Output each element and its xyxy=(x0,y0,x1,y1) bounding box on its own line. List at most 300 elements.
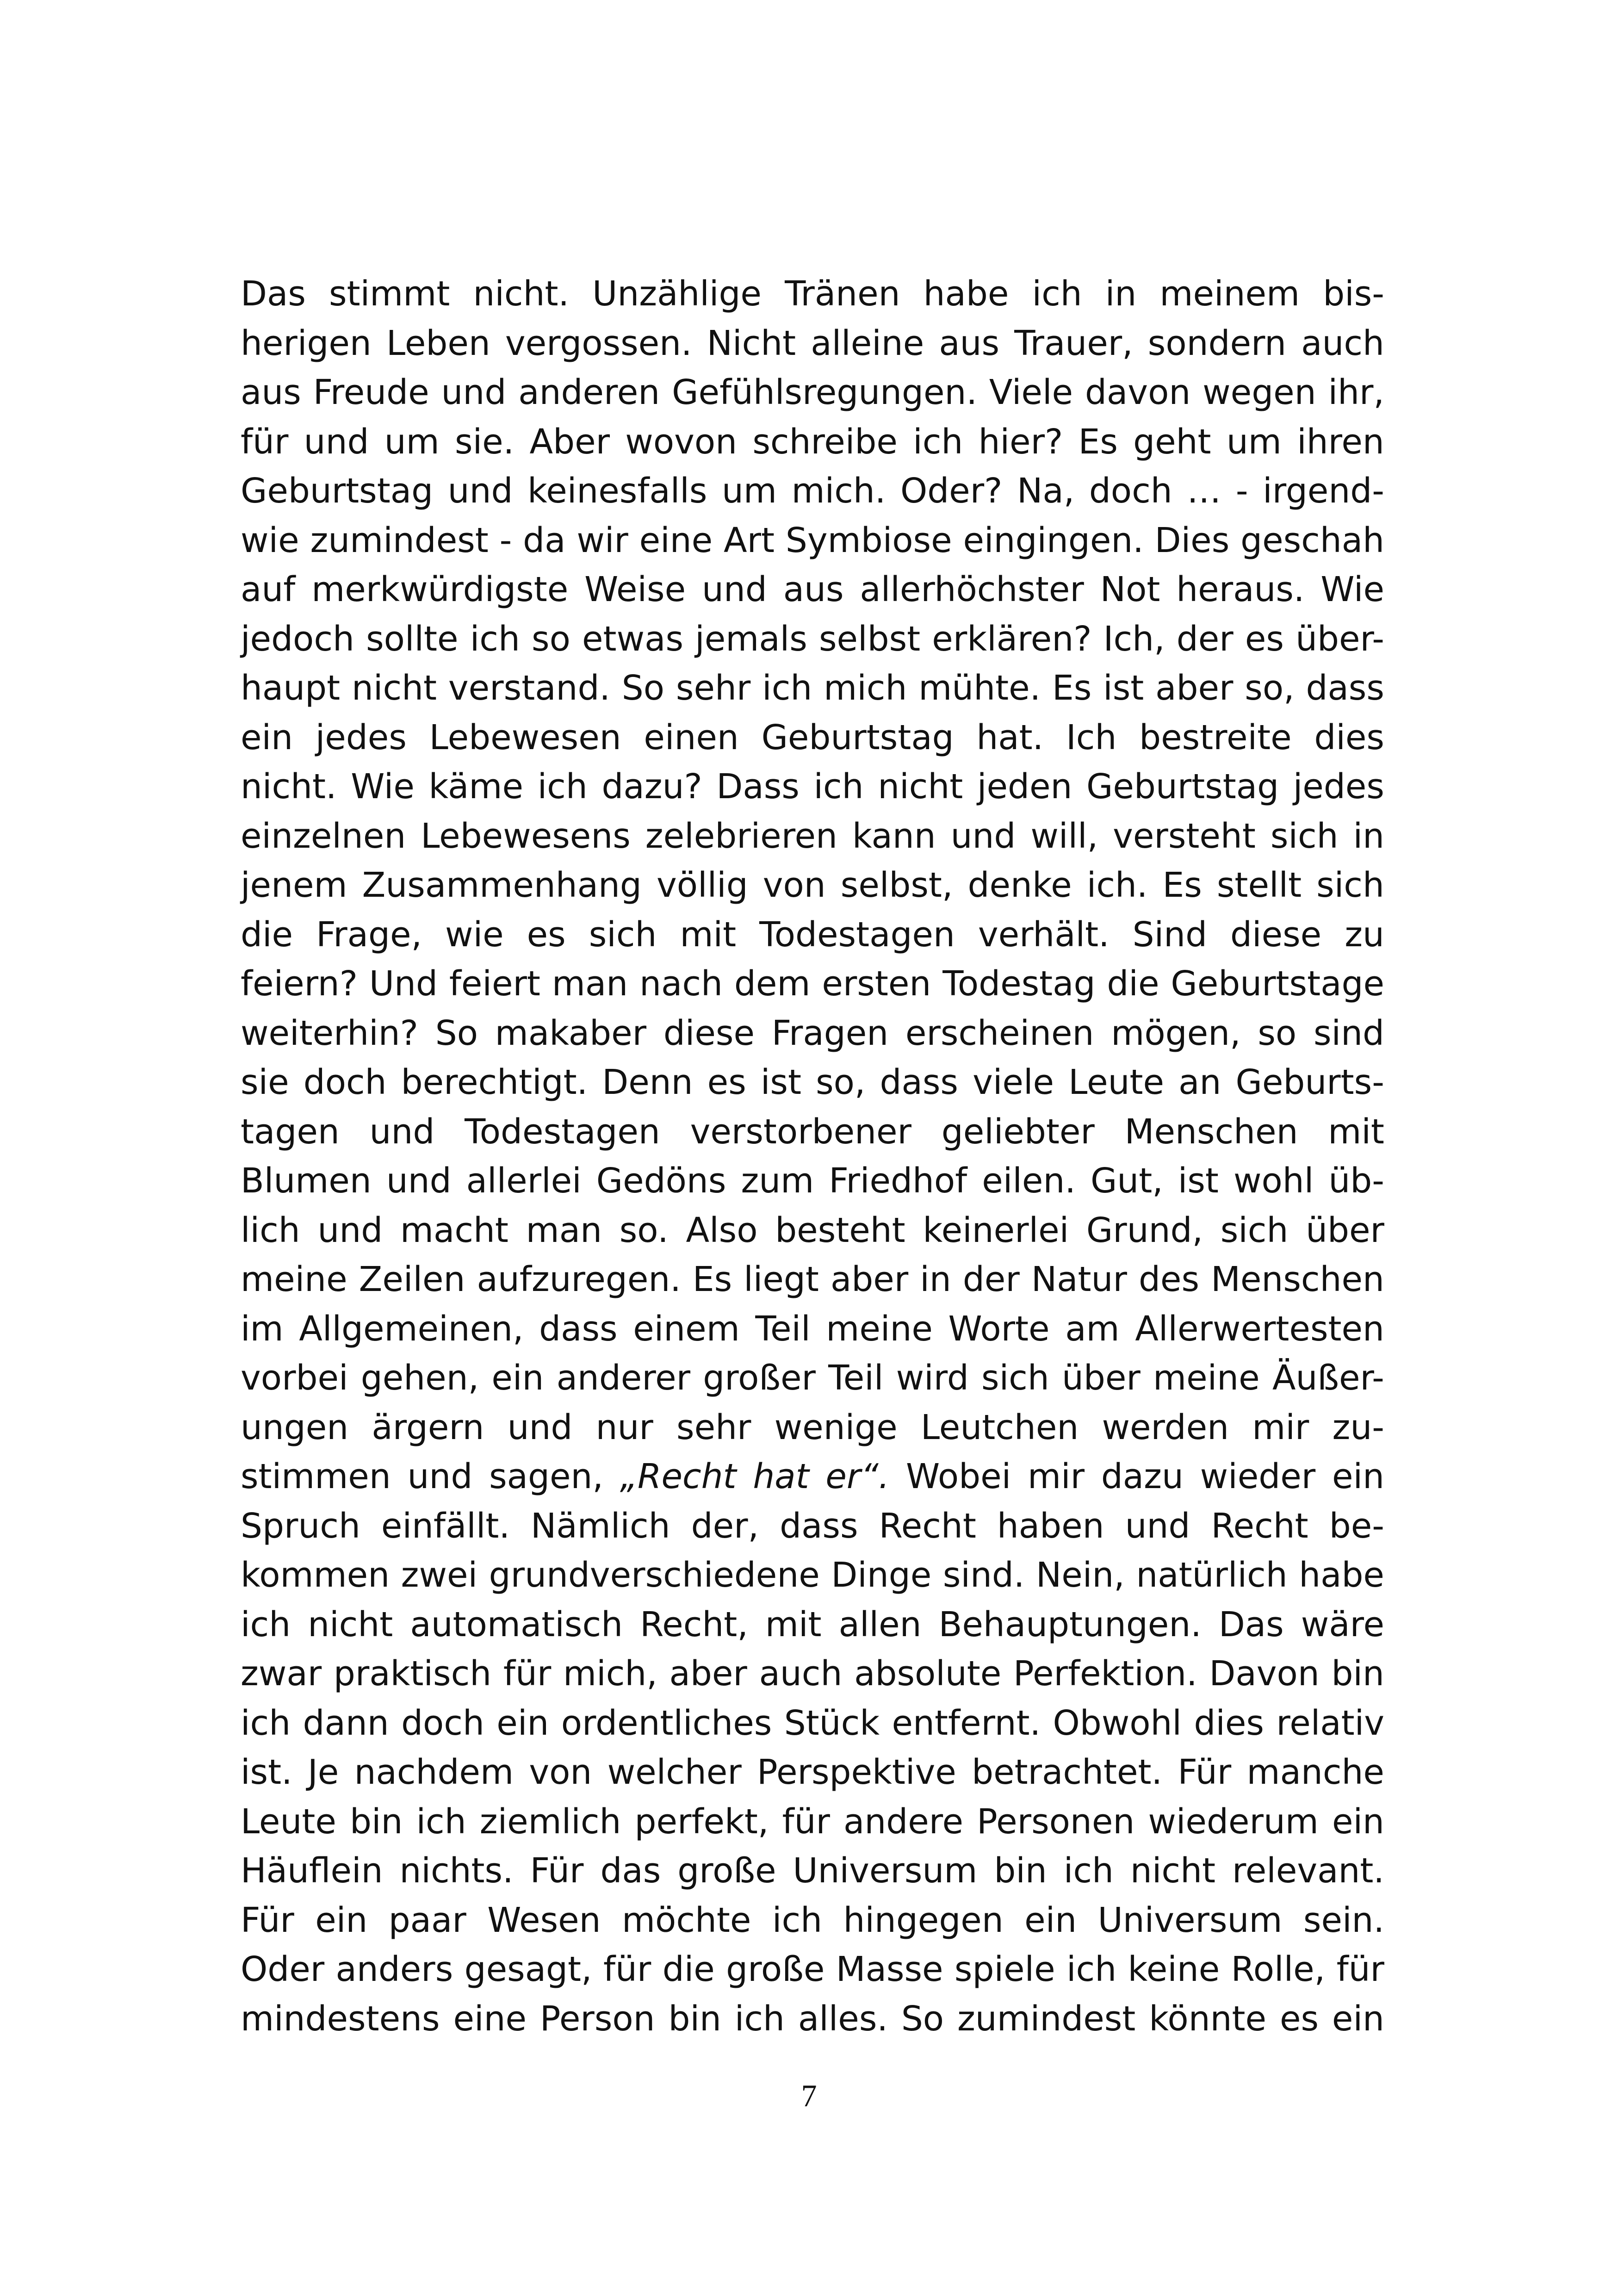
text-line xyxy=(241,1403,1384,1452)
word: Dass xyxy=(716,767,800,807)
word: Leben xyxy=(386,323,490,363)
word: hier? xyxy=(978,422,1063,462)
word: grundverschiedene xyxy=(489,1555,820,1595)
word: natürlich xyxy=(1136,1555,1288,1595)
word: im xyxy=(241,1309,284,1349)
word: wegen xyxy=(1203,372,1316,412)
word: zumindest xyxy=(957,1998,1136,2039)
word: eine xyxy=(453,1998,527,2039)
word: ich xyxy=(241,1604,291,1644)
word: doch xyxy=(303,1062,387,1102)
word: für xyxy=(1336,1949,1384,1989)
word: eine xyxy=(639,520,713,560)
word: Oder? xyxy=(900,471,1003,511)
word: üb- xyxy=(1328,1161,1384,1201)
word: ersten xyxy=(822,964,931,1004)
word: meine xyxy=(241,1260,347,1299)
word: ist xyxy=(760,1062,801,1102)
word: anderer xyxy=(556,1358,691,1398)
word: einem xyxy=(633,1309,740,1349)
word: diese xyxy=(1230,914,1322,955)
word: habe xyxy=(923,274,1009,314)
word: des xyxy=(1138,1260,1199,1299)
word: ich xyxy=(1066,1949,1117,1989)
word: ich xyxy=(470,619,520,659)
word: für xyxy=(603,1949,651,1989)
word: Das xyxy=(1218,1604,1284,1644)
word: Also xyxy=(686,1210,758,1250)
word: es xyxy=(527,914,566,955)
text-line xyxy=(241,1551,1384,1600)
word: gehen, xyxy=(360,1358,479,1398)
text-line xyxy=(241,664,1384,713)
word: der, xyxy=(691,1506,759,1546)
word: aus xyxy=(783,570,844,609)
word: um xyxy=(384,422,440,462)
word: ich xyxy=(416,1801,466,1842)
word: ein xyxy=(315,1900,368,1940)
word: Teil xyxy=(755,1309,811,1349)
word: Für xyxy=(530,1851,584,1891)
word: jenem xyxy=(241,865,347,905)
page-number: 7 xyxy=(801,2078,817,2113)
word: große xyxy=(677,1851,776,1891)
word: Geburtstag xyxy=(241,471,434,511)
word: ich xyxy=(537,767,588,807)
word: Recht xyxy=(879,1506,976,1546)
word: Worte xyxy=(948,1309,1050,1349)
word: könnte xyxy=(1149,1998,1267,2039)
word: dies xyxy=(1314,717,1384,757)
word: … xyxy=(1187,471,1221,511)
word: eingingen. xyxy=(963,520,1144,560)
word: nicht xyxy=(351,668,437,708)
word: Menschen xyxy=(1211,1260,1384,1299)
word: Lebewesens xyxy=(421,816,631,856)
word: und xyxy=(507,1407,573,1447)
word: nur xyxy=(595,1407,653,1447)
word: dann xyxy=(303,1703,389,1743)
word: Perfektion. xyxy=(1013,1654,1197,1694)
text-line xyxy=(241,762,1384,812)
italic-word: hat xyxy=(753,1457,809,1496)
word: ich xyxy=(1063,1851,1114,1891)
word: nicht. xyxy=(473,274,570,314)
word: wieder xyxy=(1200,1457,1316,1496)
word: Nicht xyxy=(707,323,796,363)
word: weiterhin? xyxy=(241,1013,418,1053)
word: diese xyxy=(663,1013,755,1053)
word: Recht xyxy=(1211,1506,1308,1546)
word: zumindest xyxy=(310,520,489,560)
word: wenige xyxy=(774,1407,898,1447)
word: Masse xyxy=(836,1949,943,1989)
word: dass xyxy=(880,1062,958,1102)
word: vergossen. xyxy=(505,323,692,363)
word: mit xyxy=(765,1604,822,1644)
word: Ich, xyxy=(1103,619,1165,659)
word: Und xyxy=(369,964,438,1004)
word: aber xyxy=(830,1260,909,1299)
word: Geburtstage xyxy=(1171,964,1384,1004)
word: ich xyxy=(734,1998,785,2039)
word: sollte xyxy=(366,619,459,659)
word: Lebewesen xyxy=(429,717,621,757)
text-line xyxy=(241,466,1384,516)
word: anderen xyxy=(518,372,660,412)
text-line xyxy=(241,1896,1384,1945)
word: anders xyxy=(335,1949,453,1989)
word: denke xyxy=(967,865,1072,905)
word: Gut, xyxy=(1090,1161,1163,1201)
word: Sind xyxy=(1132,914,1208,955)
word: ich xyxy=(913,422,963,462)
word: zu- xyxy=(1332,1407,1384,1447)
word: es xyxy=(1279,1998,1319,2039)
word: geschah xyxy=(1240,520,1384,560)
word: feiern? xyxy=(241,964,358,1004)
word: große xyxy=(726,1949,825,1989)
word: nicht xyxy=(878,767,963,807)
word: tagen xyxy=(241,1111,340,1152)
word: berechtigt. xyxy=(401,1062,588,1102)
word: ein xyxy=(1332,1457,1384,1496)
word: keinerlei xyxy=(923,1210,1069,1250)
word: keine xyxy=(1128,1949,1220,1989)
word: und xyxy=(441,372,507,412)
word: da xyxy=(523,520,566,560)
word: Freude xyxy=(313,372,429,412)
word: Aber xyxy=(529,422,610,462)
word: aber xyxy=(669,1654,747,1694)
word: von xyxy=(529,1752,592,1792)
word: ein xyxy=(1332,1801,1384,1842)
word: und xyxy=(369,1111,435,1152)
word: mich, xyxy=(563,1654,657,1694)
word: Nein, xyxy=(1035,1555,1125,1595)
word: ordentliches xyxy=(561,1703,772,1743)
word: Wie xyxy=(351,767,415,807)
word: Natur xyxy=(1031,1260,1127,1299)
word: so xyxy=(1258,1013,1297,1053)
word: nach xyxy=(639,964,723,1004)
word: zelebrieren xyxy=(645,816,837,856)
word: Weise xyxy=(584,570,686,609)
word: Na, xyxy=(1017,471,1075,511)
word: Menschen xyxy=(1124,1111,1298,1152)
word: Gedöns xyxy=(596,1161,726,1201)
word: sich xyxy=(1220,1210,1289,1250)
word: von xyxy=(763,865,826,905)
word: eilen. xyxy=(982,1161,1076,1201)
word: sich xyxy=(1270,816,1339,856)
word: Leute xyxy=(1068,1062,1165,1102)
word: relativ xyxy=(1276,1703,1384,1743)
word: aus xyxy=(939,323,1000,363)
word: mühte. xyxy=(918,668,1041,708)
word: davon xyxy=(1085,372,1191,412)
word: ihr, xyxy=(1328,372,1384,412)
word: sehr xyxy=(676,1407,751,1447)
word: sich xyxy=(981,1358,1049,1398)
word: Für xyxy=(241,1900,294,1940)
word: wie xyxy=(241,520,299,560)
text-line xyxy=(241,565,1384,614)
word: Es xyxy=(1078,422,1118,462)
word: man xyxy=(526,1210,602,1250)
word: Wie xyxy=(1320,570,1384,609)
word: mindestens xyxy=(241,1998,440,2039)
word: dem xyxy=(734,964,811,1004)
word: Allgemeinen, xyxy=(299,1309,524,1349)
word: so, xyxy=(816,1062,866,1102)
text-line xyxy=(241,1058,1384,1107)
word: sind xyxy=(1313,1013,1384,1053)
word: Art xyxy=(724,520,775,560)
word: und xyxy=(447,471,513,511)
word: So xyxy=(621,668,665,708)
text-line xyxy=(241,1699,1384,1748)
word: stimmen xyxy=(241,1457,391,1496)
word: ärgern xyxy=(372,1407,484,1447)
body-text xyxy=(241,269,1384,2043)
word: mich. xyxy=(791,471,886,511)
word: Universum xyxy=(1097,1900,1283,1940)
word: herigen xyxy=(241,323,372,363)
word: irgend- xyxy=(1263,471,1384,511)
word: ein xyxy=(1024,1900,1077,1940)
word: Ich xyxy=(1066,717,1117,757)
word: für xyxy=(782,1801,830,1842)
word: Todestagen xyxy=(759,914,955,955)
word: Viele xyxy=(989,372,1073,412)
word: meine xyxy=(826,1309,933,1349)
word: für xyxy=(241,422,289,462)
text-line xyxy=(241,1156,1384,1206)
word: ich xyxy=(241,1703,291,1743)
word: man xyxy=(552,964,628,1004)
word: Es xyxy=(1052,668,1092,708)
word: nicht xyxy=(308,1604,393,1644)
word: betrachtet. xyxy=(972,1752,1163,1792)
text-line xyxy=(241,1945,1384,1994)
word: bis- xyxy=(1323,274,1384,314)
word: Es xyxy=(1162,865,1202,905)
word: Perspektive xyxy=(757,1752,956,1792)
word: auf xyxy=(241,570,296,609)
text-line xyxy=(241,1353,1384,1403)
word: und xyxy=(386,1161,452,1201)
word: Gefühlsregungen. xyxy=(672,372,977,412)
word: ich xyxy=(1032,274,1082,314)
word: hingegen xyxy=(843,1900,1004,1940)
word: Stück xyxy=(784,1703,880,1743)
word: sein. xyxy=(1303,1900,1384,1940)
word: welcher xyxy=(607,1752,742,1792)
word: das xyxy=(600,1851,661,1891)
word: geht xyxy=(1133,422,1211,462)
text-line xyxy=(241,1304,1384,1354)
word: verstand. xyxy=(448,668,610,708)
word: ich xyxy=(772,1900,823,1940)
word: sich xyxy=(1316,865,1384,905)
word: nicht xyxy=(1130,1851,1215,1891)
text-line xyxy=(241,713,1384,763)
word: zum xyxy=(741,1161,814,1201)
text-line xyxy=(241,319,1384,368)
text-line xyxy=(241,1502,1384,1551)
word: ein xyxy=(496,1703,549,1743)
word: merkwürdigste xyxy=(311,570,569,609)
word: und xyxy=(304,422,369,462)
word: be- xyxy=(1329,1506,1384,1546)
word: aber xyxy=(1155,668,1234,708)
word: der xyxy=(1176,619,1234,659)
word: Todestag xyxy=(942,964,1096,1004)
word: mir xyxy=(1027,1457,1085,1496)
word: selbst xyxy=(818,619,921,659)
word: und xyxy=(950,816,1016,856)
word: bin xyxy=(1331,1654,1384,1694)
word: geliebter xyxy=(941,1111,1095,1152)
word: Trauer, xyxy=(1014,323,1133,363)
word: dazu? xyxy=(601,767,702,807)
word: paar xyxy=(388,1900,466,1940)
italic-word: er“. xyxy=(825,1457,890,1496)
italic-word: „Recht xyxy=(620,1457,737,1496)
text-line xyxy=(241,1009,1384,1058)
text-line xyxy=(241,1452,1384,1502)
word: dazu xyxy=(1101,1457,1184,1496)
word: nachdem xyxy=(354,1752,514,1792)
word: Symbiose xyxy=(785,520,952,560)
word: wäre xyxy=(1301,1604,1384,1644)
word: Unzählige xyxy=(592,274,762,314)
word: sich xyxy=(589,914,657,955)
word: ich xyxy=(762,668,812,708)
word: bin xyxy=(994,1851,1047,1891)
word: auch xyxy=(759,1654,843,1694)
word: möchte xyxy=(621,1900,751,1940)
text-line xyxy=(241,910,1384,960)
word: erscheinen xyxy=(905,1013,1094,1053)
word: liegt xyxy=(744,1260,819,1299)
word: So xyxy=(435,1013,478,1053)
word: ein xyxy=(1332,1998,1384,2039)
word: es xyxy=(707,1062,746,1102)
word: verhält. xyxy=(978,914,1110,955)
word: dass xyxy=(1306,668,1384,708)
word: Universum xyxy=(793,1851,978,1891)
word: die xyxy=(662,1949,715,1989)
word: Tränen xyxy=(785,274,900,314)
text-line xyxy=(241,812,1384,861)
word: vorbei xyxy=(241,1358,348,1398)
text-line xyxy=(241,959,1384,1009)
word: zwei xyxy=(401,1555,478,1595)
word: wir xyxy=(577,520,628,560)
text-line xyxy=(241,614,1384,664)
word: wiederum xyxy=(1148,1801,1319,1842)
word: einfällt. xyxy=(381,1506,510,1546)
text-line xyxy=(241,1255,1384,1304)
word: gesagt, xyxy=(464,1949,592,1989)
word: dass xyxy=(539,1309,618,1349)
text-line xyxy=(241,368,1384,417)
word: Dinge xyxy=(831,1555,932,1595)
word: So xyxy=(901,1998,944,2039)
word: Zeilen xyxy=(359,1260,465,1299)
word: kann xyxy=(852,816,936,856)
word: Grund, xyxy=(1086,1210,1203,1250)
word: absolute xyxy=(854,1654,1002,1694)
text-line xyxy=(241,1107,1384,1157)
word: und xyxy=(1125,1506,1190,1546)
word: Das xyxy=(241,274,306,314)
word: auch xyxy=(1301,323,1384,363)
word: feiert xyxy=(449,964,540,1004)
word: will, xyxy=(1030,816,1098,856)
word: macht xyxy=(400,1210,508,1250)
word: hat. xyxy=(976,717,1044,757)
word: perfekt, xyxy=(634,1801,769,1842)
word: mögen, xyxy=(1111,1013,1241,1053)
word: ist. xyxy=(241,1752,292,1792)
word: um xyxy=(722,471,777,511)
word: so, xyxy=(1245,668,1295,708)
word: mir xyxy=(1252,1407,1309,1447)
word: habe xyxy=(1299,1555,1384,1595)
word: für xyxy=(503,1654,552,1694)
text-line xyxy=(241,1748,1384,1797)
word: allerhöchster xyxy=(860,570,1084,609)
word: Friedhof xyxy=(829,1161,967,1201)
word: aus xyxy=(241,372,301,412)
word: jeden xyxy=(977,767,1072,807)
word: Fragen xyxy=(771,1013,889,1053)
word: doch xyxy=(1089,471,1172,511)
word: ungen xyxy=(241,1407,349,1447)
word: dies xyxy=(1194,1703,1264,1743)
word: über xyxy=(1061,1358,1141,1398)
word: ich xyxy=(813,767,864,807)
word: relevant. xyxy=(1232,1851,1384,1891)
text-line xyxy=(241,1649,1384,1699)
word: allen xyxy=(838,1604,922,1644)
word: Personen xyxy=(977,1801,1135,1842)
word: meine xyxy=(1153,1358,1260,1398)
word: Geburts- xyxy=(1235,1062,1384,1102)
word: Geburtstag xyxy=(1086,767,1279,807)
word: zwar xyxy=(241,1654,322,1694)
word: Person xyxy=(539,1998,655,2039)
word: in xyxy=(920,1260,951,1299)
word: entfernt. xyxy=(892,1703,1041,1743)
word: Wobei xyxy=(906,1457,1011,1496)
word: in xyxy=(1353,816,1384,856)
word: jedes xyxy=(315,717,407,757)
text-line xyxy=(241,1206,1384,1255)
word: sehr xyxy=(676,668,751,708)
text-line xyxy=(241,1600,1384,1650)
word: Leutchen xyxy=(920,1407,1079,1447)
word: so xyxy=(532,619,570,659)
word: mit xyxy=(1328,1111,1384,1152)
word: Teil xyxy=(828,1358,884,1398)
word: bestreite xyxy=(1139,717,1292,757)
text-line xyxy=(241,1846,1384,1896)
word: sind. xyxy=(942,1555,1025,1595)
